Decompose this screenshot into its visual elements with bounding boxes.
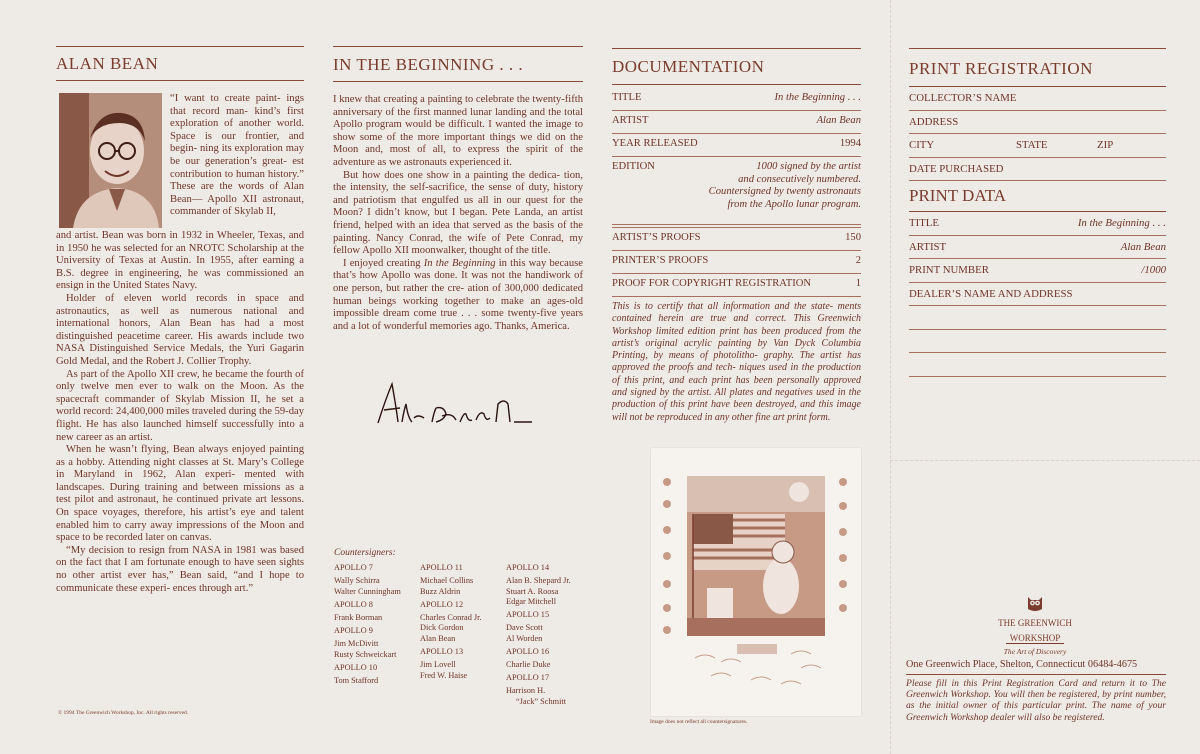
portrait-photo: [59, 93, 162, 228]
signer-line: “Jack” Schmitt: [516, 697, 566, 707]
bio-quote-intro: “I want to create paint- ings that record man- kind’s first exploration of another world. Space is our frontier, and begin- ning its exploration may be our generation’s great- est contribution to human history.” These are the words of Alan Bean— Apollo XII astronaut, commander of Skylab II,: [170, 93, 304, 218]
edition-line: and consecutively numbered.: [738, 173, 861, 185]
essay-para-2: But how does one show in a painting the dedica- tion, the intensity, the self-sacrifice, the sense of duty, history and patriotism that engulfed us all in our quest for the Moon? I didn’t know, but I began. Pete Landa, an artist friend, helped with an idea that served as the basis of the painting. Nancy Conrad, the wife of Pete Conrad, my fellow Apollo XII moonwalker, thought of the title.: [333, 169, 583, 257]
signer-line: Tom Stafford: [334, 675, 379, 685]
print-illustration: [651, 448, 861, 716]
print-thumbnail: [651, 448, 861, 716]
bio-para-3: As part of the Apollo XII crew, he became the fourth of only twelve men ever to walk on the Moon. As the spacecraft commander of Skylab Mission II, he set a world record: 24,400,000 miles traveled during the 59-day flight. He has also launched himself successfully into a new career as an artist.: [56, 368, 305, 443]
portrait-illustration: [59, 93, 162, 228]
signer-line: APOLLO 17: [506, 673, 550, 683]
essay-text: [333, 94, 583, 333]
doc-artists-proofs-row: [612, 227, 861, 251]
column-alan-bean: [56, 46, 304, 595]
registration-instructions: Please fill in this Print Registration Card and return it to The Greenwich Workshop. You will then be registered, by print number, as the initial owner of this particular print. The name of your Greenwich Workshop dealer will also be registered.: [906, 678, 1166, 723]
signer-line: Charles Conrad Jr.: [420, 612, 482, 622]
doc-printers-proofs-label: PRINTER’S PROOFS: [612, 255, 709, 266]
greenwich-workshop-logo: [985, 593, 1085, 656]
signer-line: Michael Collins: [420, 576, 474, 586]
owl-icon: [1025, 593, 1045, 613]
signer-line: Charlie Duke: [506, 660, 551, 670]
pd-artist-label: ARTIST: [909, 240, 947, 253]
doc-year-label: YEAR RELEASED: [612, 138, 698, 149]
pd-artist-value: Alan Bean: [1120, 240, 1166, 253]
signer-line: APOLLO 10: [334, 662, 378, 672]
doc-copyright-proof-row: [612, 274, 861, 297]
doc-edition-value: [709, 161, 861, 211]
address-label: ADDRESS: [909, 115, 959, 128]
date-purchased-field[interactable]: [909, 158, 1166, 182]
heading-print-registration: PRINT REGISTRATION: [909, 49, 1166, 87]
signer-line: APOLLO 9: [334, 625, 373, 635]
perforation-line: [890, 0, 891, 754]
essay-title-italic: In the Beginning: [423, 257, 496, 269]
bio-para-4: When he wasn’t flying, Bean always enjoyed painting as a hobby. Attending night classes at St. Mary’s College in Maryland in 1962, Alan experi- mented with landscapes. During training and between missions as a test pilot and astronaut, he continued private art lessons. On space voyages, therefore, his artist’s eye and talent enabled him to carry away impressions of the Moon and space to be recorded later on canvas.: [56, 444, 304, 544]
copyright-notice: © 1994 The Greenwich Workshop, Inc. All rights reserved.: [58, 710, 189, 716]
heading-in-the-beginning: IN THE BEGINNING . . .: [333, 47, 583, 82]
signer-line: Harrison H.: [506, 686, 546, 696]
artist-signature: [372, 378, 542, 433]
essay-para-3-b: in this way because that’s how Apollo was done. It was not the handiwork of one person, but rather the cre- ation of 300,000 dedicated human beings working together to make an ages-old impossible dream come true . . . some twenty-five years and a lot of wonderful memories ago. Thanks, America.: [333, 257, 584, 332]
doc-year-row: [612, 134, 861, 157]
doc-artist-label: ARTIST: [612, 115, 649, 126]
signer-line: APOLLO 7: [334, 563, 373, 572]
workshop-address: One Greenwich Place, Shelton, Connecticut 06484-4675: [906, 659, 1166, 675]
signer-line: Dick Gordon: [420, 623, 464, 633]
dealer-name-field[interactable]: [909, 283, 1166, 307]
signer-line: APOLLO 12: [420, 599, 464, 609]
city-state-zip-field[interactable]: [909, 134, 1166, 158]
signer-line: APOLLO 8: [334, 599, 373, 609]
signer-line: Alan B. Shepard Jr.: [506, 576, 571, 586]
pd-title-value: In the Beginning . . .: [1077, 217, 1166, 229]
signer-line: Wally Schirra: [334, 576, 380, 586]
bio-para-5: “My decision to resign from NASA in 1981 was based on the fact that I am fortunate enough to have seen sights no other artist ever has,” Bean said, “and I hope to communicate these experi- ences through art.”: [56, 544, 304, 594]
pd-print-number-value: /1000: [1141, 264, 1166, 276]
signer-line: Fred W. Haise: [420, 670, 468, 680]
signer-line: Edgar Mitchell: [506, 597, 556, 607]
doc-title-row: [612, 88, 861, 111]
signer-line: Jim Lovell: [420, 660, 456, 670]
pd-title-label: TITLE: [909, 217, 939, 229]
heading-documentation: DOCUMENTATION: [612, 49, 861, 85]
doc-copyright-proof-label: PROOF FOR COPYRIGHT REGISTRATION: [612, 278, 812, 289]
zip-label: ZIP: [1097, 139, 1114, 151]
signer-line: APOLLO 11: [420, 563, 463, 572]
city-label: CITY: [909, 139, 935, 151]
doc-artist-row: [612, 111, 861, 134]
pd-print-number-field[interactable]: [909, 259, 1166, 283]
countersigners-column-b: [420, 563, 505, 681]
signer-line: Al Worden: [506, 634, 543, 644]
signer-line: Stuart A. Roosa: [506, 586, 559, 596]
signer-line: Walter Cunningham: [334, 586, 401, 596]
address-field[interactable]: [909, 111, 1166, 135]
dealer-line-1[interactable]: [909, 306, 1166, 330]
signer-line: Dave Scott: [506, 623, 543, 633]
doc-artists-proofs-label: ARTIST’S PROOFS: [612, 232, 701, 243]
column-documentation: [612, 48, 861, 424]
dealer-label: DEALER’S NAME AND ADDRESS: [909, 287, 1073, 300]
doc-printers-proofs-value: 2: [855, 255, 861, 266]
signer-line: APOLLO 15: [506, 610, 550, 620]
logo-line-2: WORKSHOP: [1006, 633, 1065, 644]
column-in-the-beginning: [333, 46, 583, 333]
edition-line: Countersigned by twenty astronauts: [708, 186, 861, 197]
pd-title-field[interactable]: [909, 212, 1166, 236]
countersigners-column-c: [506, 563, 596, 708]
doc-title-value: In the Beginning . . .: [774, 92, 861, 103]
collector-name-label: COLLECTOR’S NAME: [909, 92, 1017, 104]
state-label: STATE: [1016, 139, 1048, 151]
bio-para-1: and artist. Bean was born in 1932 in Wheeler, Texas, and in 1950 he was selected for an NROTC Scholarship at the University of Texas at Austin. In 1955, after earning a B.S. degree in engineering, he was commissioned an ensign in the United States Navy.: [56, 230, 304, 292]
collector-name-field[interactable]: [909, 87, 1166, 111]
doc-artist-value: Alan Bean: [816, 115, 861, 126]
logo-line-1: THE GREENWICH: [998, 618, 1072, 628]
signer-line: APOLLO 13: [420, 647, 464, 657]
logo-tagline: The Art of Discovery: [1003, 647, 1067, 656]
doc-title-label: TITLE: [612, 92, 642, 103]
doc-edition-label: EDITION: [612, 161, 655, 172]
pd-artist-field[interactable]: [909, 236, 1166, 260]
image-caption: Image does not reflect all countersignatures.: [650, 719, 748, 725]
signer-line: APOLLO 16: [506, 647, 550, 657]
bio-para-2: Holder of eleven world records in space and astronautics, as well as numerous national and international honors, Alan Bean has had a most distinguished peacetime career. His awards include two NASA Distinguished Service Medals, the Yuri Gagarin Gold Medal, and the Robert J. Collier Trophy.: [56, 292, 304, 367]
bio-text: [56, 93, 304, 595]
edition-line: from the Apollo lunar program.: [727, 198, 861, 210]
heading-alan-bean: ALAN BEAN: [56, 47, 304, 81]
signer-line: Frank Borman: [334, 612, 383, 622]
countersigners-column-a: [334, 563, 419, 686]
column-print-registration: [909, 48, 1166, 377]
essay-para-3: [333, 258, 583, 334]
date-purchased-label: DATE PURCHASED: [909, 162, 1004, 175]
edition-line: 1000 signed by the artist: [756, 161, 861, 172]
doc-artists-proofs-value: 150: [845, 232, 861, 243]
signer-line: APOLLO 14: [506, 563, 550, 572]
pd-print-number-label: PRINT NUMBER: [909, 264, 989, 276]
signer-line: Buzz Aldrin: [420, 586, 461, 596]
countersigners-label: Countersigners:: [334, 548, 396, 558]
doc-copyright-proof-value: 1: [855, 278, 861, 289]
essay-para-3-a: I enjoyed creating: [343, 257, 424, 269]
heading-print-data: PRINT DATA: [909, 181, 1166, 212]
signer-line: Rusty Schweickart: [334, 649, 397, 659]
doc-edition-row: [612, 157, 861, 225]
certification-statement: This is to certify that all information and the state- ments contained herein are true and correct. This Greenwich Workshop limited edition print has been produced from the artist’s original acrylic painting by Van Dyck Columbia Printing, by means of photolitho- graphy. The artist has approved the proofs and tech- niques used in the production of this print, and each print has been personally approved and signed by the artist. All plates and negatives used in the production of this print have been destroyed, and this image will not be reproduced in any other fine art print form.: [612, 301, 861, 423]
dealer-line-3[interactable]: [909, 353, 1166, 377]
fold-line: [890, 460, 1200, 461]
dealer-line-2[interactable]: [909, 330, 1166, 354]
essay-para-1: I knew that creating a painting to celebrate the twenty-fifth anniversary of the first manned lunar landing and the total Apollo program would be difficult. I wanted the image to show some of the more important things we did on the Moon and, most of all, to express the spirit of the adventure as we astronauts experienced it.: [333, 94, 583, 168]
signer-line: Jim McDivitt: [334, 639, 379, 649]
doc-year-value: 1994: [839, 138, 861, 149]
signer-line: Alan Bean: [420, 634, 456, 644]
doc-printers-proofs-row: [612, 251, 861, 274]
